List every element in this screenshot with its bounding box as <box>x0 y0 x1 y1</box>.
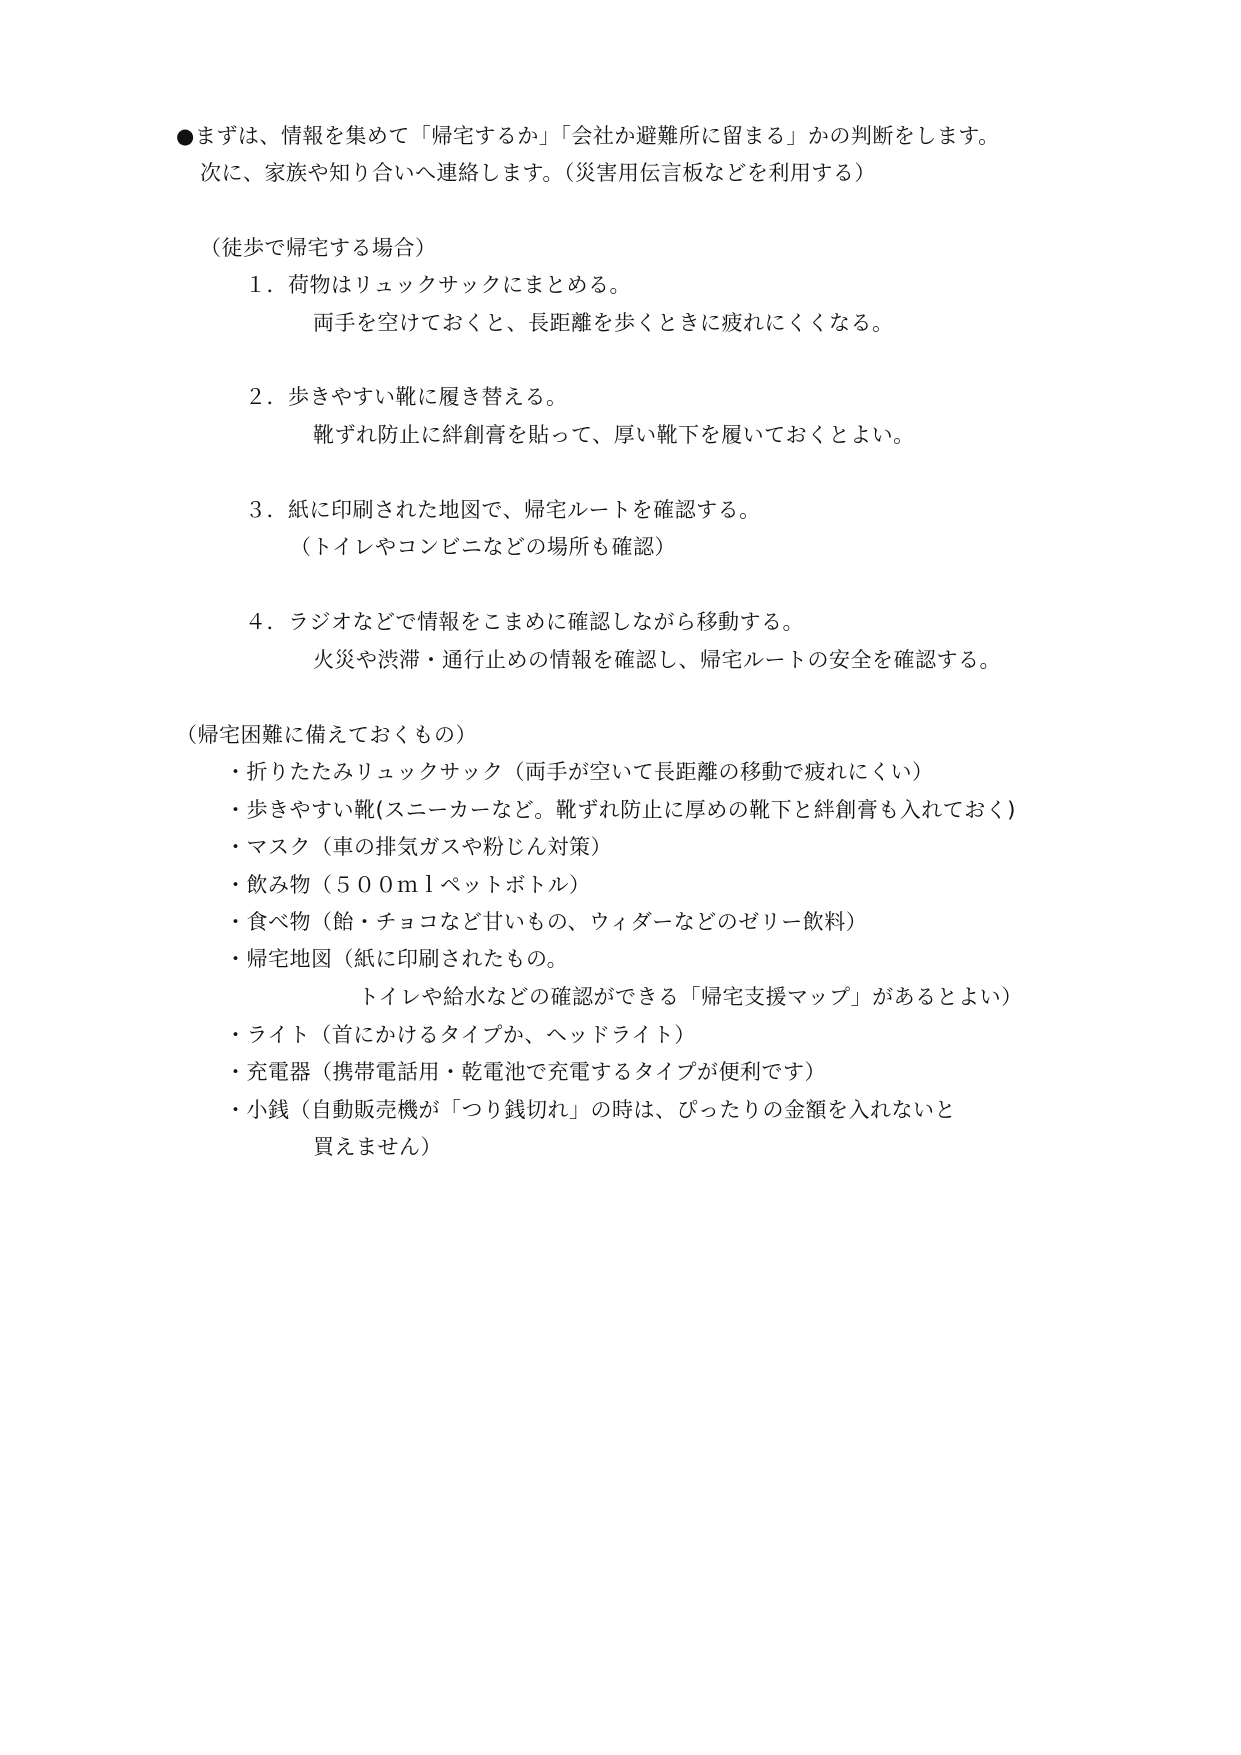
prepare-item: ・充電器（携帯電話用・乾電池で充電するタイプが便利です） <box>225 1060 826 1084</box>
step-2-title: ２．歩きやすい靴に履き替える。 <box>245 385 568 409</box>
step-2-detail: 靴ずれ防止に絆創膏を貼って、厚い靴下を履いておくとよい。 <box>313 423 915 447</box>
prepare-item: ・食べ物（飴・チョコなど甘いもの、ウィダーなどのゼリー飲料） <box>225 910 868 934</box>
prepare-heading: （帰宅困難に備えておくもの） <box>176 723 477 747</box>
prepare-item-continuation: トイレや給水などの確認ができる「帰宅支援マップ」があるとよい） <box>358 985 1023 1009</box>
prepare-item: ・小銭（自動販売機が「つり銭切れ」の時は、ぴったりの金額を入れないと <box>225 1098 956 1122</box>
step-3-detail: （トイレやコンビニなどの場所も確認） <box>290 535 676 559</box>
prepare-item: ・ライト（首にかけるタイプか、ヘッドライト） <box>225 1023 696 1047</box>
step-4-detail: 火災や渋滞・通行止めの情報を確認し、帰宅ルートの安全を確認する。 <box>313 648 1001 672</box>
prepare-item: ・飲み物（５００ｍｌペットボトル） <box>225 873 591 897</box>
intro-line-2: 次に、家族や知り合いへ連絡します。（災害用伝言板などを利用する） <box>200 161 876 185</box>
step-3-title: ３．紙に印刷された地図で、帰宅ルートを確認する。 <box>245 498 761 522</box>
step-4-title: ４．ラジオなどで情報をこまめに確認しながら移動する。 <box>245 610 804 634</box>
prepare-item: ・帰宅地図（紙に印刷されたもの。 <box>225 947 569 971</box>
prepare-item: ・歩きやすい靴(スニーカーなど。靴ずれ防止に厚めの靴下と絆創膏も入れておく) <box>225 798 1016 822</box>
step-1-title: １．荷物はリュックサックにまとめる。 <box>245 273 631 297</box>
prepare-item: ・折りたたみリュックサック（両手が空いて長距離の移動で疲れにくい） <box>225 760 934 784</box>
prepare-item: ・マスク（車の排気ガスや粉じん対策） <box>225 835 612 859</box>
walking-heading: （徒歩で帰宅する場合） <box>200 236 437 260</box>
step-1-detail: 両手を空けておくと、長距離を歩くときに疲れにくくなる。 <box>313 311 894 335</box>
prepare-item-continuation: 買えません） <box>313 1135 442 1159</box>
intro-line-1: ●まずは、情報を集めて「帰宅するか」「会社か避難所に留まる」かの判断をします。 <box>176 124 1000 148</box>
